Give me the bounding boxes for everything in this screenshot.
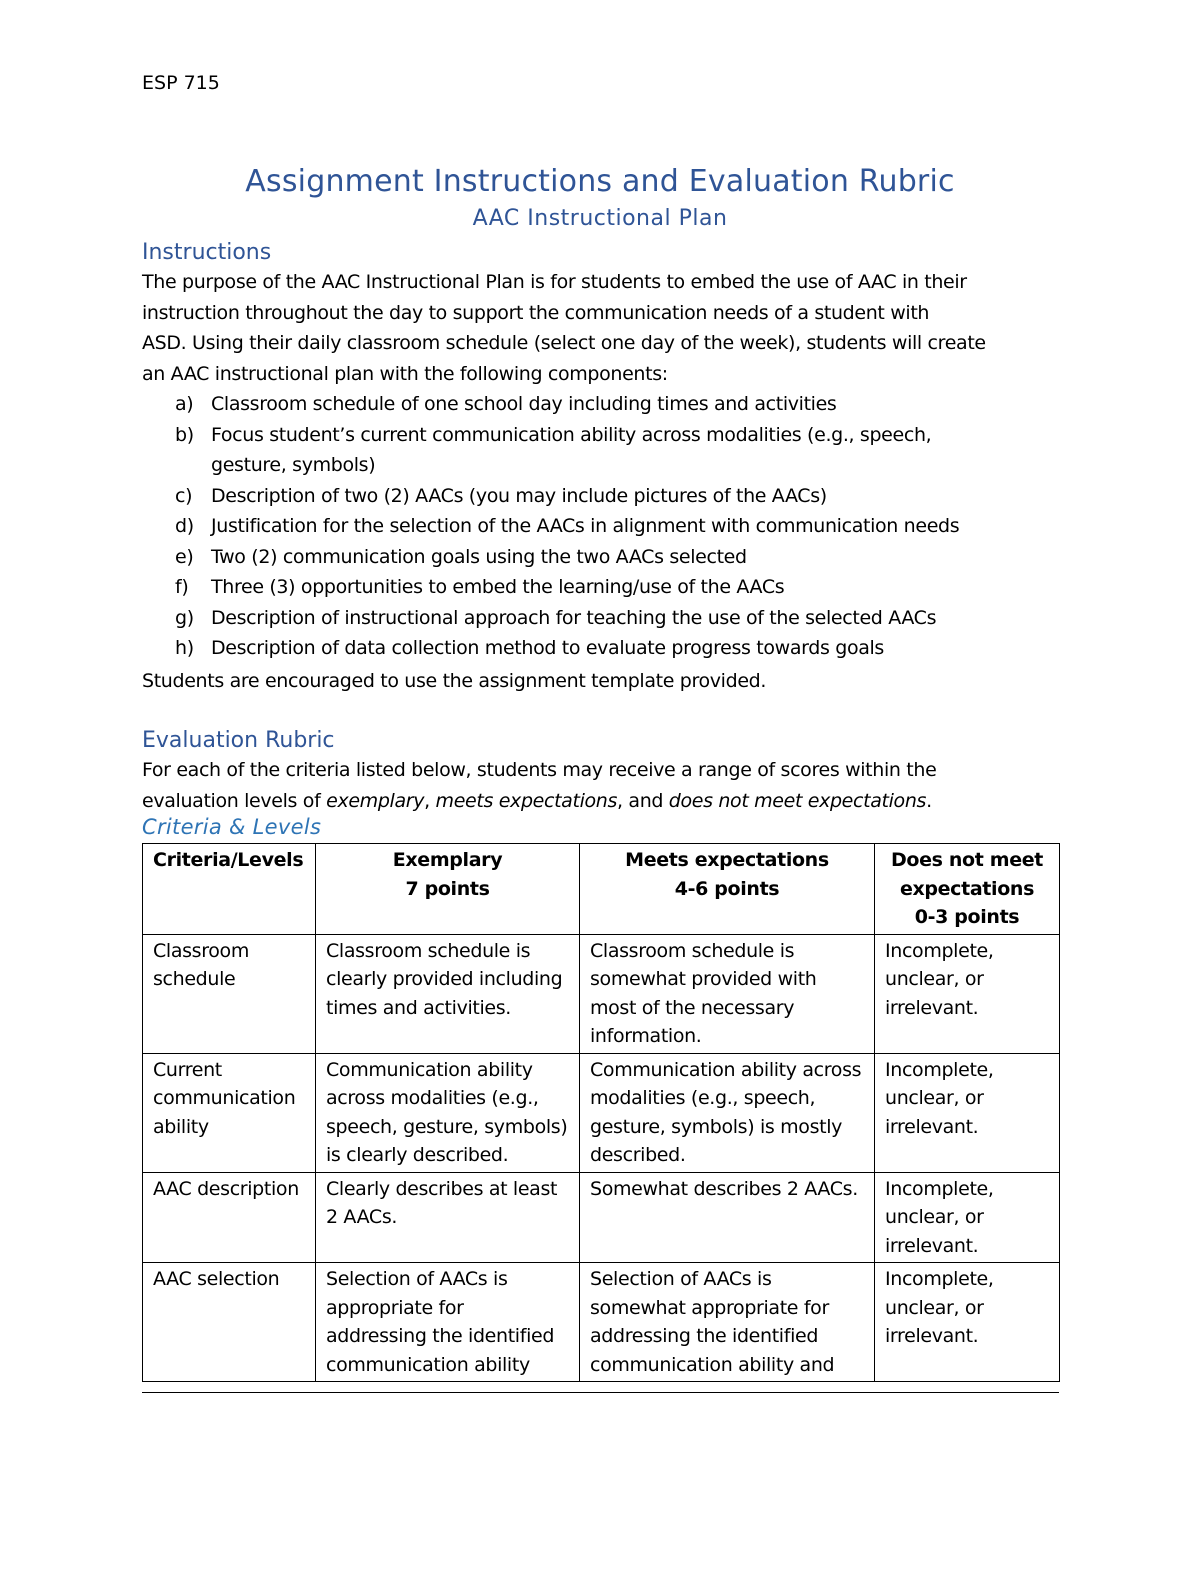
- list-item-text: Three (3) opportunities to embed the learning/use of the AACs: [211, 576, 785, 598]
- cell-exemplary: Selection of AACs is appropriate for addressing the identified communication ability: [316, 1263, 580, 1382]
- table-row: [143, 1172, 1060, 1263]
- cell-meets: Classroom schedule is somewhat provided with most of the necessary information.: [580, 934, 875, 1053]
- intro-line: an AAC instructional plan with the following components:: [142, 362, 668, 385]
- cell-criterion: Classroom schedule: [143, 934, 316, 1053]
- list-item-text: Description of data collection method to evaluate progress towards goals: [211, 637, 884, 659]
- evaluation-intro: [142, 755, 1042, 816]
- cell-not-meet: Incomplete, unclear, or irrelevant.: [875, 1053, 1060, 1172]
- intro-line: The purpose of the AAC Instructional Plan is for students to embed the use of AAC in their: [142, 271, 967, 293]
- list-item-text: Classroom schedule of one school day including times and activities: [211, 393, 837, 415]
- criteria-heading: Criteria & Levels: [142, 815, 322, 839]
- list-marker: g): [175, 606, 194, 629]
- list-item: [142, 420, 1042, 481]
- table-header-row: [143, 844, 1060, 935]
- list-marker: a): [175, 393, 194, 415]
- list-item-text: Focus student’s current communication ability across modalities (e.g., speech, gesture, symbols): [211, 423, 932, 476]
- column-header-criteria: Criteria/Levels: [143, 844, 316, 935]
- list-item-text: Description of instructional approach for teaching the use of the selected AACs: [211, 606, 937, 629]
- evaluation-line: [142, 786, 1042, 817]
- cell-meets: Somewhat describes 2 AACs.: [580, 1172, 875, 1263]
- instructions-closing: Students are encouraged to use the assignment template provided.: [142, 670, 767, 692]
- list-item: [142, 542, 1042, 573]
- list-marker: b): [175, 423, 194, 446]
- evaluation-text: ,: [424, 789, 436, 812]
- cell-criterion: Current communication ability: [143, 1053, 316, 1172]
- evaluation-text: evaluation levels of: [142, 789, 327, 812]
- cell-exemplary: Communication ability across modalities (e.g., speech, gesture, symbols) is clearly described.: [316, 1053, 580, 1172]
- list-item: [142, 633, 1042, 664]
- list-item: [142, 511, 1042, 542]
- document-title: Assignment Instructions and Evaluation Rubric: [245, 164, 955, 199]
- evaluation-heading: Evaluation Rubric: [142, 728, 335, 753]
- list-item-text: Description of two (2) AACs (you may include pictures of the AACs): [211, 484, 827, 507]
- list-marker: f): [175, 576, 189, 598]
- table-row: [143, 934, 1060, 1053]
- evaluation-text: , and: [617, 789, 669, 812]
- intro-line: instruction throughout the day to support the communication needs of a student with: [142, 301, 930, 324]
- course-header: ESP 715: [142, 72, 220, 94]
- list-item: [142, 481, 1042, 512]
- table-row: [143, 1263, 1060, 1382]
- components-list: [142, 389, 1042, 664]
- instructions-heading: Instructions: [142, 240, 272, 265]
- level-exemplary: exemplary: [326, 789, 425, 812]
- rubric-table: [142, 843, 1060, 1382]
- cell-criterion: AAC selection: [143, 1263, 316, 1382]
- evaluation-text: .: [926, 789, 932, 812]
- evaluation-line: For each of the criteria listed below, students may receive a range of scores within the: [142, 759, 937, 781]
- column-header-meets: Meets expectations 4-6 points: [580, 844, 875, 935]
- cell-criterion: AAC description: [143, 1172, 316, 1263]
- list-item: [142, 389, 1042, 420]
- list-item: [142, 603, 1042, 634]
- cell-not-meet: Incomplete, unclear, or irrelevant.: [875, 1263, 1060, 1382]
- column-header-not-meet: Does not meet expectations 0-3 points: [875, 844, 1060, 935]
- list-marker: c): [175, 484, 193, 507]
- cell-exemplary: Clearly describes at least 2 AACs.: [316, 1172, 580, 1263]
- list-marker: h): [175, 637, 194, 659]
- column-header-exemplary: Exemplary 7 points: [316, 844, 580, 935]
- instructions-intro: [142, 267, 1042, 389]
- document-subtitle: AAC Instructional Plan: [472, 206, 728, 231]
- level-meets: meets expectations: [435, 789, 618, 812]
- table-row: [143, 1053, 1060, 1172]
- list-item-text: Two (2) communication goals using the two AACs selected: [211, 545, 747, 568]
- intro-line: ASD. Using their daily classroom schedule (select one day of the week), students will create: [142, 332, 986, 354]
- cell-meets: Selection of AACs is somewhat appropriate for addressing the identified communication ability and: [580, 1263, 875, 1382]
- level-not-meet: does not meet expectations: [668, 789, 927, 812]
- cell-exemplary: Classroom schedule is clearly provided including times and activities.: [316, 934, 580, 1053]
- list-item: [142, 572, 1042, 603]
- cell-not-meet: Incomplete, unclear, or irrelevant.: [875, 1172, 1060, 1263]
- list-marker: e): [175, 545, 194, 568]
- cell-not-meet: Incomplete, unclear, or irrelevant.: [875, 934, 1060, 1053]
- list-marker: d): [175, 515, 194, 537]
- cell-meets: Communication ability across modalities (e.g., speech, gesture, symbols) is mostly described.: [580, 1053, 875, 1172]
- list-item-text: Justification for the selection of the AACs in alignment with communication needs: [211, 515, 960, 537]
- page-cutoff: [142, 1392, 1059, 1593]
